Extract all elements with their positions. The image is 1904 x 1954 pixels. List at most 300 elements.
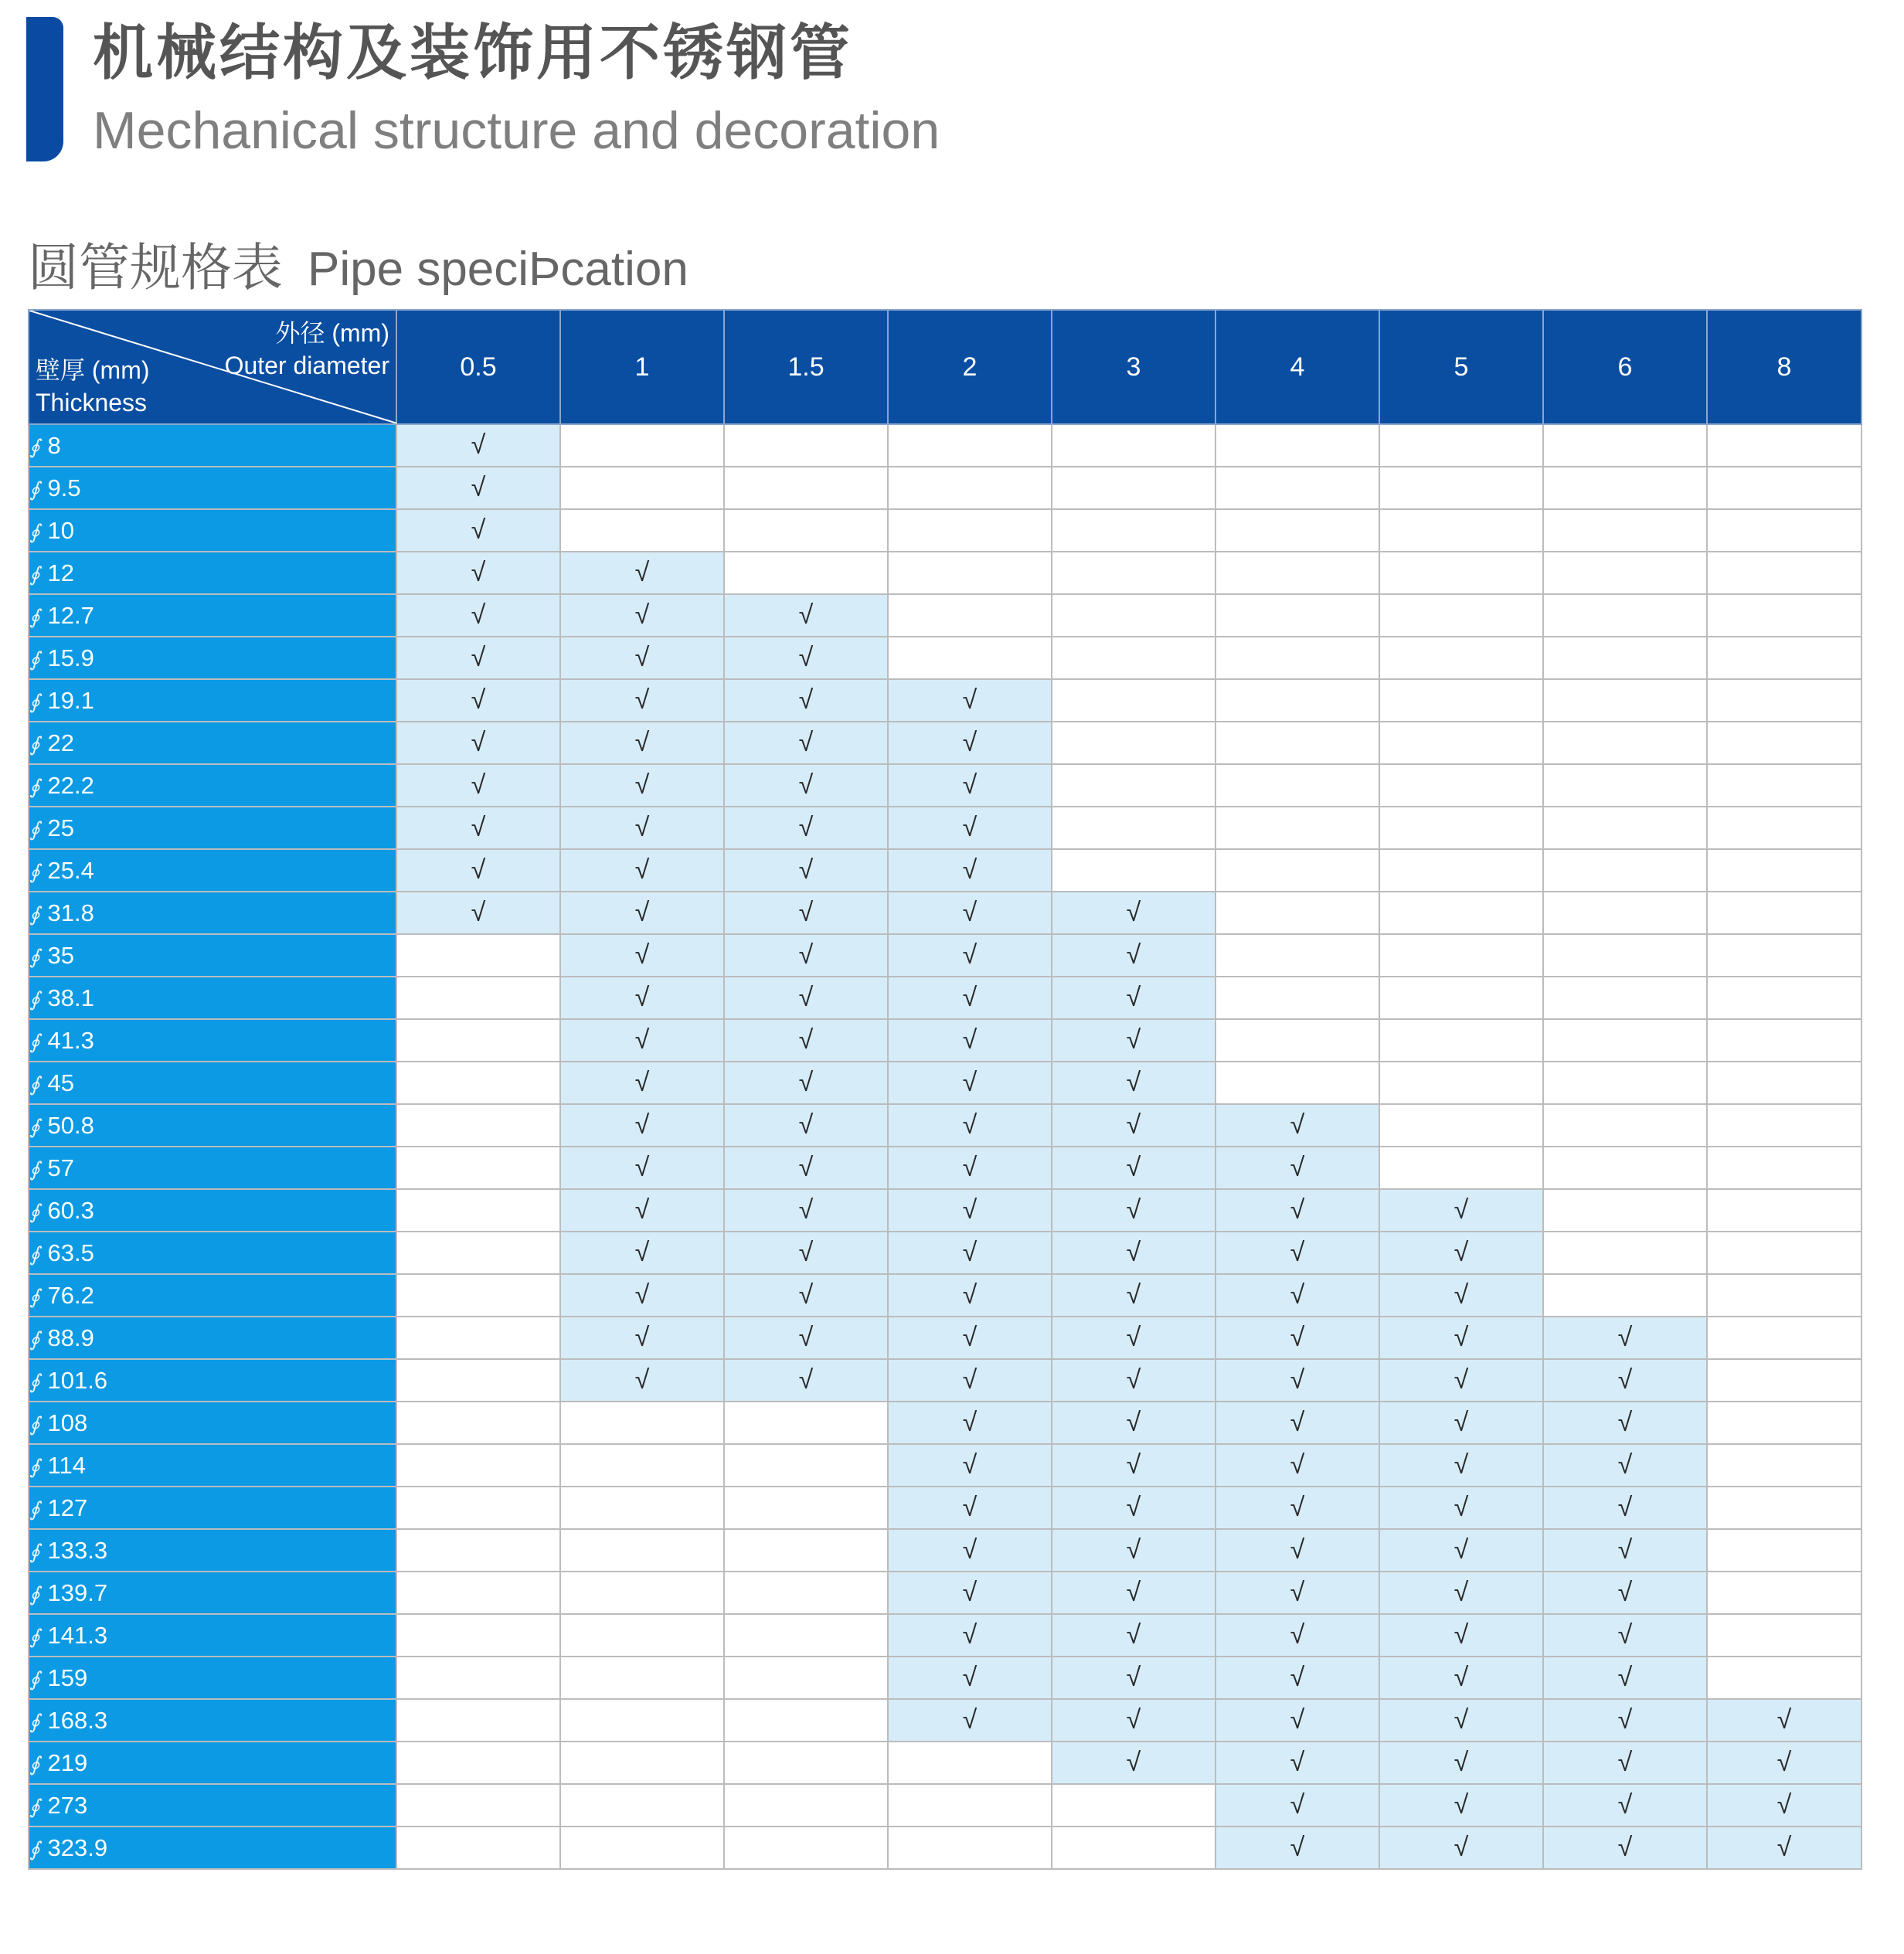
checkmark-icon: √ [962, 1450, 978, 1480]
row-label: 133.3 [47, 1536, 108, 1564]
table-row [29, 807, 1862, 849]
checkmark-icon: √ [1454, 1280, 1469, 1310]
available-cell [1379, 1784, 1543, 1827]
empty-cell [1216, 722, 1379, 764]
empty-cell [396, 1317, 560, 1359]
empty-cell [1379, 679, 1543, 722]
empty-cell [1707, 1572, 1862, 1614]
available-cell [560, 1274, 724, 1317]
empty-cell [396, 1274, 560, 1317]
diameter-icon: ∮ [29, 1157, 40, 1181]
empty-cell [396, 1487, 560, 1529]
empty-cell [1707, 637, 1862, 679]
available-cell [1216, 1572, 1379, 1614]
empty-cell [1543, 1232, 1707, 1274]
available-cell [1216, 1147, 1379, 1189]
available-cell [396, 807, 560, 849]
row-label: 57 [47, 1154, 75, 1181]
row-header [29, 1402, 396, 1444]
section-title-en: Pipe speciÞcation [308, 243, 688, 296]
checkmark-icon: √ [634, 898, 650, 927]
available-cell [1052, 1614, 1216, 1657]
checkmark-icon: √ [798, 1365, 814, 1395]
available-cell [396, 722, 560, 764]
table-row [29, 764, 1862, 807]
empty-cell [1543, 637, 1707, 679]
available-cell [1216, 1274, 1379, 1317]
empty-cell [888, 467, 1052, 509]
row-header [29, 1019, 396, 1062]
diameter-icon: ∮ [29, 1752, 40, 1776]
accent-bar [26, 17, 63, 161]
thickness-cn: 壁厚 (mm) [36, 356, 150, 384]
checkmark-icon: √ [1454, 1620, 1469, 1650]
empty-cell [1216, 1062, 1379, 1104]
available-cell [560, 637, 724, 679]
empty-cell [1707, 1529, 1862, 1572]
empty-cell [1543, 1274, 1707, 1317]
empty-cell [560, 1742, 724, 1784]
available-cell [1379, 1444, 1543, 1487]
row-label: 108 [47, 1409, 88, 1436]
available-cell [888, 1189, 1052, 1232]
table-row [29, 552, 1862, 594]
available-cell [1052, 1529, 1216, 1572]
checkmark-icon: √ [1617, 1833, 1633, 1862]
available-cell [888, 1699, 1052, 1742]
empty-cell [1707, 764, 1862, 807]
row-header [29, 1359, 396, 1402]
checkmark-icon: √ [634, 855, 650, 885]
available-cell [1379, 1827, 1543, 1869]
available-cell [1216, 1317, 1379, 1359]
available-cell [396, 552, 560, 594]
diameter-icon: ∮ [29, 1242, 40, 1266]
available-cell [724, 892, 888, 934]
row-label: 60.3 [47, 1196, 94, 1224]
checkmark-icon: √ [1126, 898, 1141, 927]
table-row [29, 1019, 1862, 1062]
available-cell [1543, 1572, 1707, 1614]
checkmark-icon: √ [962, 813, 978, 842]
empty-cell [560, 424, 724, 467]
available-cell [888, 1062, 1052, 1104]
empty-cell [396, 1657, 560, 1699]
diameter-icon: ∮ [29, 1072, 40, 1096]
empty-cell [1052, 1827, 1216, 1869]
checkmark-icon: √ [1454, 1748, 1469, 1777]
available-cell [724, 637, 888, 679]
available-cell [1543, 1784, 1707, 1827]
checkmark-icon: √ [962, 1025, 978, 1055]
available-cell [560, 977, 724, 1019]
checkmark-icon: √ [1617, 1663, 1633, 1692]
checkmark-icon: √ [962, 770, 978, 800]
row-label: 41.3 [47, 1026, 94, 1054]
checkmark-icon: √ [798, 1195, 814, 1225]
row-header [29, 1317, 396, 1359]
table-row [29, 1402, 1862, 1444]
checkmark-icon: √ [1617, 1535, 1633, 1565]
checkmark-icon: √ [1290, 1578, 1305, 1607]
available-cell [1543, 1614, 1707, 1657]
available-cell [1707, 1784, 1862, 1827]
table-row [29, 1317, 1862, 1359]
available-cell [1216, 1529, 1379, 1572]
checkmark-icon: √ [1776, 1790, 1792, 1820]
checkmark-icon: √ [634, 1238, 650, 1267]
empty-cell [1707, 594, 1862, 637]
checkmark-icon: √ [1617, 1365, 1633, 1395]
table-row [29, 424, 1862, 467]
row-header [29, 1274, 396, 1317]
row-label: 63.5 [47, 1239, 94, 1266]
row-label: 168.3 [47, 1706, 108, 1734]
empty-cell [888, 1742, 1052, 1784]
available-cell [1216, 1784, 1379, 1827]
empty-cell [888, 637, 1052, 679]
empty-cell [1707, 1444, 1862, 1487]
empty-cell [1216, 807, 1379, 849]
diameter-icon: ∮ [29, 477, 40, 501]
checkmark-icon: √ [634, 770, 650, 800]
available-cell [724, 1317, 888, 1359]
empty-cell [560, 509, 724, 552]
available-cell [1052, 1572, 1216, 1614]
empty-cell [888, 1784, 1052, 1827]
empty-cell [1543, 679, 1707, 722]
checkmark-icon: √ [1126, 1068, 1141, 1097]
table-row [29, 1487, 1862, 1529]
diameter-icon: ∮ [29, 1837, 40, 1861]
table-row [29, 467, 1862, 509]
empty-cell [1379, 424, 1543, 467]
checkmark-icon: √ [634, 558, 650, 587]
row-header [29, 1827, 396, 1869]
available-cell [724, 1104, 888, 1147]
row-label: 141.3 [47, 1621, 108, 1649]
checkmark-icon: √ [962, 940, 978, 970]
available-cell [888, 1359, 1052, 1402]
empty-cell [396, 1402, 560, 1444]
checkmark-icon: √ [1126, 1238, 1141, 1267]
available-cell [1543, 1359, 1707, 1402]
row-header [29, 764, 396, 807]
table-row [29, 509, 1862, 552]
empty-cell [1707, 1104, 1862, 1147]
diameter-icon: ∮ [29, 1030, 40, 1054]
diameter-icon: ∮ [29, 860, 40, 884]
column-header: 4 [1216, 310, 1379, 424]
row-header [29, 1657, 396, 1699]
empty-cell [1052, 722, 1216, 764]
checkmark-icon: √ [1126, 1110, 1141, 1140]
row-header [29, 722, 396, 764]
table-row [29, 1529, 1862, 1572]
checkmark-icon: √ [634, 1280, 650, 1310]
empty-cell [724, 1444, 888, 1487]
available-cell [1052, 1317, 1216, 1359]
available-cell [1543, 1529, 1707, 1572]
available-cell [560, 1317, 724, 1359]
row-label: 50.8 [47, 1111, 94, 1139]
diameter-icon: ∮ [29, 690, 40, 714]
available-cell [396, 594, 560, 637]
page-subtitle: Mechanical structure and decoration [93, 101, 940, 160]
row-label: 9.5 [47, 474, 81, 501]
available-cell [1707, 1699, 1862, 1742]
empty-cell [1052, 849, 1216, 892]
available-cell [1052, 1359, 1216, 1402]
empty-cell [724, 1699, 888, 1742]
checkmark-icon: √ [798, 1025, 814, 1055]
checkmark-icon: √ [1126, 1493, 1141, 1522]
available-cell [724, 1359, 888, 1402]
table-row [29, 1062, 1862, 1104]
empty-cell [560, 1529, 724, 1572]
checkmark-icon: √ [1290, 1280, 1305, 1310]
available-cell [1052, 1444, 1216, 1487]
empty-cell [1379, 934, 1543, 977]
empty-cell [724, 1487, 888, 1529]
empty-cell [1379, 552, 1543, 594]
empty-cell [560, 1699, 724, 1742]
checkmark-icon: √ [471, 898, 486, 927]
available-cell [560, 1232, 724, 1274]
available-cell [560, 892, 724, 934]
available-cell [1052, 1189, 1216, 1232]
available-cell [1052, 934, 1216, 977]
available-cell [1543, 1444, 1707, 1487]
empty-cell [724, 552, 888, 594]
empty-cell [1052, 807, 1216, 849]
table-row [29, 1784, 1862, 1827]
checkmark-icon: √ [634, 1068, 650, 1097]
checkmark-icon: √ [962, 1110, 978, 1140]
available-cell [888, 1104, 1052, 1147]
diameter-icon: ∮ [29, 1370, 40, 1394]
available-cell [1052, 1062, 1216, 1104]
checkmark-icon: √ [1776, 1748, 1792, 1777]
available-cell [1379, 1274, 1543, 1317]
table-header-row [29, 310, 1862, 424]
checkmark-icon: √ [798, 1110, 814, 1140]
available-cell [1379, 1742, 1543, 1784]
available-cell [888, 1274, 1052, 1317]
column-header: 3 [1052, 310, 1216, 424]
empty-cell [560, 1402, 724, 1444]
checkmark-icon: √ [1454, 1493, 1469, 1522]
checkmark-icon: √ [634, 813, 650, 842]
empty-cell [1543, 934, 1707, 977]
checkmark-icon: √ [1126, 1705, 1141, 1735]
checkmark-icon: √ [1776, 1833, 1792, 1862]
empty-cell [1707, 424, 1862, 467]
checkmark-icon: √ [634, 685, 650, 715]
available-cell [724, 977, 888, 1019]
checkmark-icon: √ [1617, 1493, 1633, 1522]
checkmark-icon: √ [1454, 1663, 1469, 1692]
table-row [29, 637, 1862, 679]
available-cell [888, 722, 1052, 764]
checkmark-icon: √ [962, 1280, 978, 1310]
available-cell [560, 1062, 724, 1104]
checkmark-icon: √ [798, 600, 814, 630]
row-header [29, 807, 396, 849]
table-row [29, 1742, 1862, 1784]
empty-cell [1216, 679, 1379, 722]
empty-cell [888, 1827, 1052, 1869]
empty-cell [1707, 1232, 1862, 1274]
empty-cell [396, 1019, 560, 1062]
row-label: 31.8 [47, 899, 94, 926]
checkmark-icon: √ [1126, 1535, 1141, 1565]
empty-cell [888, 509, 1052, 552]
empty-cell [560, 1487, 724, 1529]
empty-cell [396, 1827, 560, 1869]
empty-cell [396, 1699, 560, 1742]
empty-cell [1379, 594, 1543, 637]
row-label: 139.7 [47, 1578, 108, 1606]
checkmark-icon: √ [1126, 1578, 1141, 1607]
empty-cell [1052, 467, 1216, 509]
checkmark-icon: √ [962, 728, 978, 757]
available-cell [1216, 1699, 1379, 1742]
checkmark-icon: √ [798, 1238, 814, 1267]
empty-cell [1216, 424, 1379, 467]
empty-cell [1707, 977, 1862, 1019]
checkmark-icon: √ [1126, 1025, 1141, 1055]
checkmark-icon: √ [1454, 1238, 1469, 1267]
checkmark-icon: √ [1617, 1450, 1633, 1480]
checkmark-icon: √ [634, 1025, 650, 1055]
row-label: 15.9 [47, 644, 94, 671]
row-header [29, 509, 396, 552]
available-cell [560, 1104, 724, 1147]
thickness-label [36, 354, 150, 419]
empty-cell [724, 424, 888, 467]
empty-cell [1707, 552, 1862, 594]
empty-cell [1543, 764, 1707, 807]
empty-cell [396, 1784, 560, 1827]
checkmark-icon: √ [962, 1408, 978, 1437]
empty-cell [560, 467, 724, 509]
available-cell [724, 849, 888, 892]
table-row [29, 892, 1862, 934]
checkmark-icon: √ [962, 1195, 978, 1225]
table-row [29, 1699, 1862, 1742]
empty-cell [1216, 764, 1379, 807]
checkmark-icon: √ [1617, 1323, 1633, 1352]
table-row [29, 1657, 1862, 1699]
checkmark-icon: √ [1126, 1195, 1141, 1225]
available-cell [560, 679, 724, 722]
checkmark-icon: √ [471, 685, 486, 715]
diameter-icon: ∮ [29, 902, 40, 926]
available-cell [888, 977, 1052, 1019]
available-cell [1216, 1444, 1379, 1487]
diameter-icon: ∮ [29, 1582, 40, 1606]
row-header [29, 424, 396, 467]
empty-cell [1379, 722, 1543, 764]
diameter-icon: ∮ [29, 1540, 40, 1564]
column-header: 5 [1379, 310, 1543, 424]
available-cell [396, 637, 560, 679]
diameter-icon: ∮ [29, 1795, 40, 1819]
empty-cell [1216, 467, 1379, 509]
checkmark-icon: √ [1290, 1705, 1305, 1735]
checkmark-icon: √ [471, 515, 486, 545]
checkmark-icon: √ [1454, 1833, 1469, 1862]
empty-cell [1707, 1657, 1862, 1699]
empty-cell [1379, 637, 1543, 679]
checkmark-icon: √ [962, 1493, 978, 1522]
checkmark-icon: √ [798, 983, 814, 1012]
checkmark-icon: √ [798, 643, 814, 672]
empty-cell [1379, 849, 1543, 892]
row-label: 25 [47, 814, 75, 841]
checkmark-icon: √ [1126, 1365, 1141, 1395]
table-row [29, 594, 1862, 637]
checkmark-icon: √ [1617, 1705, 1633, 1735]
row-header [29, 892, 396, 934]
column-header: 0.5 [396, 310, 560, 424]
checkmark-icon: √ [798, 770, 814, 800]
row-label: 114 [47, 1451, 86, 1479]
available-cell [1216, 1657, 1379, 1699]
checkmark-icon: √ [962, 1323, 978, 1352]
diameter-icon: ∮ [29, 1285, 40, 1309]
available-cell [1379, 1402, 1543, 1444]
empty-cell [560, 1444, 724, 1487]
checkmark-icon: √ [1290, 1748, 1305, 1777]
checkmark-icon: √ [798, 1323, 814, 1352]
checkmark-icon: √ [634, 1110, 650, 1140]
diameter-icon: ∮ [29, 562, 40, 586]
available-cell [396, 424, 560, 467]
empty-cell [1216, 509, 1379, 552]
empty-cell [1707, 1062, 1862, 1104]
empty-cell [1707, 1317, 1862, 1359]
checkmark-icon: √ [962, 1238, 978, 1267]
row-header [29, 934, 396, 977]
outer-diameter-cn: 外径 (mm) [275, 319, 389, 347]
page-title: 机械结构及装饰用不锈钢管 [93, 19, 854, 88]
row-header [29, 1147, 396, 1189]
empty-cell [560, 1657, 724, 1699]
diameter-icon: ∮ [29, 817, 40, 841]
checkmark-icon: √ [1290, 1195, 1305, 1225]
checkmark-icon: √ [1617, 1620, 1633, 1650]
available-cell [888, 1444, 1052, 1487]
row-label: 35 [47, 941, 75, 969]
row-header [29, 1784, 396, 1827]
table-row [29, 1614, 1862, 1657]
table-body [29, 424, 1862, 1869]
checkmark-icon: √ [962, 1620, 978, 1650]
empty-cell [1543, 807, 1707, 849]
checkmark-icon: √ [798, 1280, 814, 1310]
available-cell [888, 1232, 1052, 1274]
checkmark-icon: √ [1454, 1578, 1469, 1607]
available-cell [1052, 1487, 1216, 1529]
empty-cell [1052, 1784, 1216, 1827]
empty-cell [1379, 1147, 1543, 1189]
available-cell [1543, 1699, 1707, 1742]
section-title-cn: 圆管规格表 [28, 238, 283, 297]
checkmark-icon: √ [1454, 1365, 1469, 1395]
empty-cell [1216, 1019, 1379, 1062]
